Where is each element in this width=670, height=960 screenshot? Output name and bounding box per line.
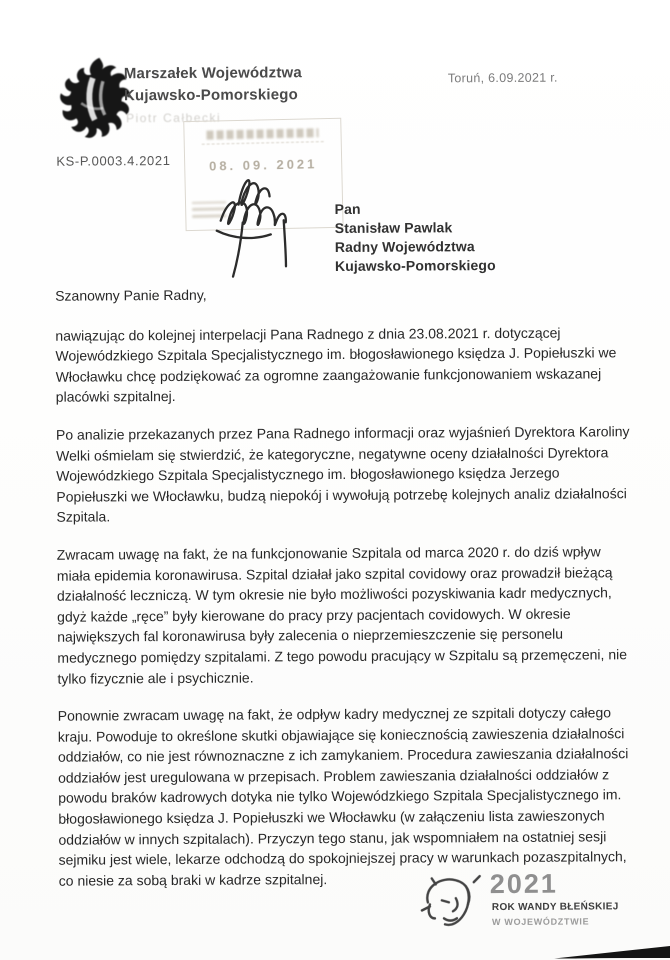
scan-corner-artifact (553, 944, 670, 959)
salutation: Szanowny Panie Radny, (55, 286, 207, 304)
stamp-illegible-header (206, 128, 318, 139)
recipient-line: Pan (334, 200, 361, 217)
letter-body (55, 282, 635, 908)
body-paragraph: Ponownie zwracam uwagę na fakt, że odpływ kadry medycznej ze szpitali dotyczy całego kraju. Powoduje to określone skutki objawiające się koniecznością zawieszenia działalności oddziałów, co nie jest równoznaczne z ich zamykaniem. Procedura zawieszania działalności oddziałów jest uregulowana w przepisach. Problem zawieszania działalności oddziałów z powodu braków kadrowych dotyka nie tylko Wojewódzkiego Szpitala Specjalistycznego im. błogosławionego księdza J. Popiełuszki we Włocławku (w załączeniu lista zawieszonych oddziałów w innych szpitalach). Przyczyn tego stanu, jak wspomniałem na ostatniej sesji sejmiku jest wiele, lekarze odchodzą do spokojniejszej pracy w warunkach pozaszpitalnych, co niesie za sobą braki w kadrze szpitalnej. (57, 704, 629, 889)
campaign-title: ROK WANDY BŁEŃSKIEJ (491, 901, 619, 914)
stamp-divider (202, 141, 324, 145)
letterhead-office-name (124, 62, 302, 107)
body-paragraph: nawiązując do kolejnej interpelacji Pana Radnego z dnia 23.08.2021 r. dotyczącej Wojewódzkiego Szpitala Specjalistycznego im. błogosławionego księdza J. Popiełuszki we Włocławku chcę podziękować za ogromne zaangażowanie funkcjonowaniem wskazanej placówki szpitalnej. (55, 324, 617, 406)
campaign-subtitle: W WOJEWÓDZTWIE (491, 916, 590, 928)
office-name-line2: Kujawsko-Pomorskiego (123, 86, 299, 105)
recipient-line: Radny Województwa (334, 238, 475, 255)
official-name-faint: Piotr Całbecki (126, 110, 222, 126)
stamp-date: 08. 09. 2021 (208, 156, 318, 174)
body-paragraph: Zwracam uwagę na fakt, że na funkcjonowanie Szpitala od marca 2020 r. do dziś wpływ miała epidemia koronawirusa. Szpital działał jako szpital covidowy oraz prowadził bieżącą działalność leczniczą. W tym okresie nie było możliwości pozyskiwania kadr medycznych, gdyż każde „ręce” były kierowane do pracy przy pacjentach covidowych. W okresie największych fal koronawirusa były zalecenia o nieprzemieszczenie się personelu medycznego pomiędzy szpitalami. Z tego powodu pracujący w Szpitalu są przemęczeni, nie tylko fizycznie ale i psychicznie. (56, 543, 628, 687)
campaign-year: 2021 (489, 868, 558, 900)
office-name-line1: Marszałek Województwa (123, 64, 302, 83)
reference-number: KS-P.0003.4.2021 (56, 152, 171, 169)
handwritten-signature (186, 146, 337, 297)
body-paragraph: Po analizie przekazanych przez Pana Radnego informacji oraz wyjaśnień Dyrektora Karoliny Welki ośmielam się stwierdzić, że kategoryczne, negatywne oceny działalności Dyrektora Wojewódzkiego Szpitala Specjalistycznego im. błogosławionego księdza Jerzego Popiełuszki we Włocławku, budzą niepokój i wywołują potrzebę kolejnych analiz działalności Szpitala. (55, 423, 630, 526)
place-and-date: Toruń, 6.09.2021 r. (447, 70, 558, 86)
recipient-line: Stanisław Pawlak (334, 219, 453, 236)
recipient-line: Kujawsko-Pomorskiego (334, 257, 496, 274)
recipient-block (335, 199, 496, 276)
wanda-blenska-portrait-icon (418, 872, 484, 942)
